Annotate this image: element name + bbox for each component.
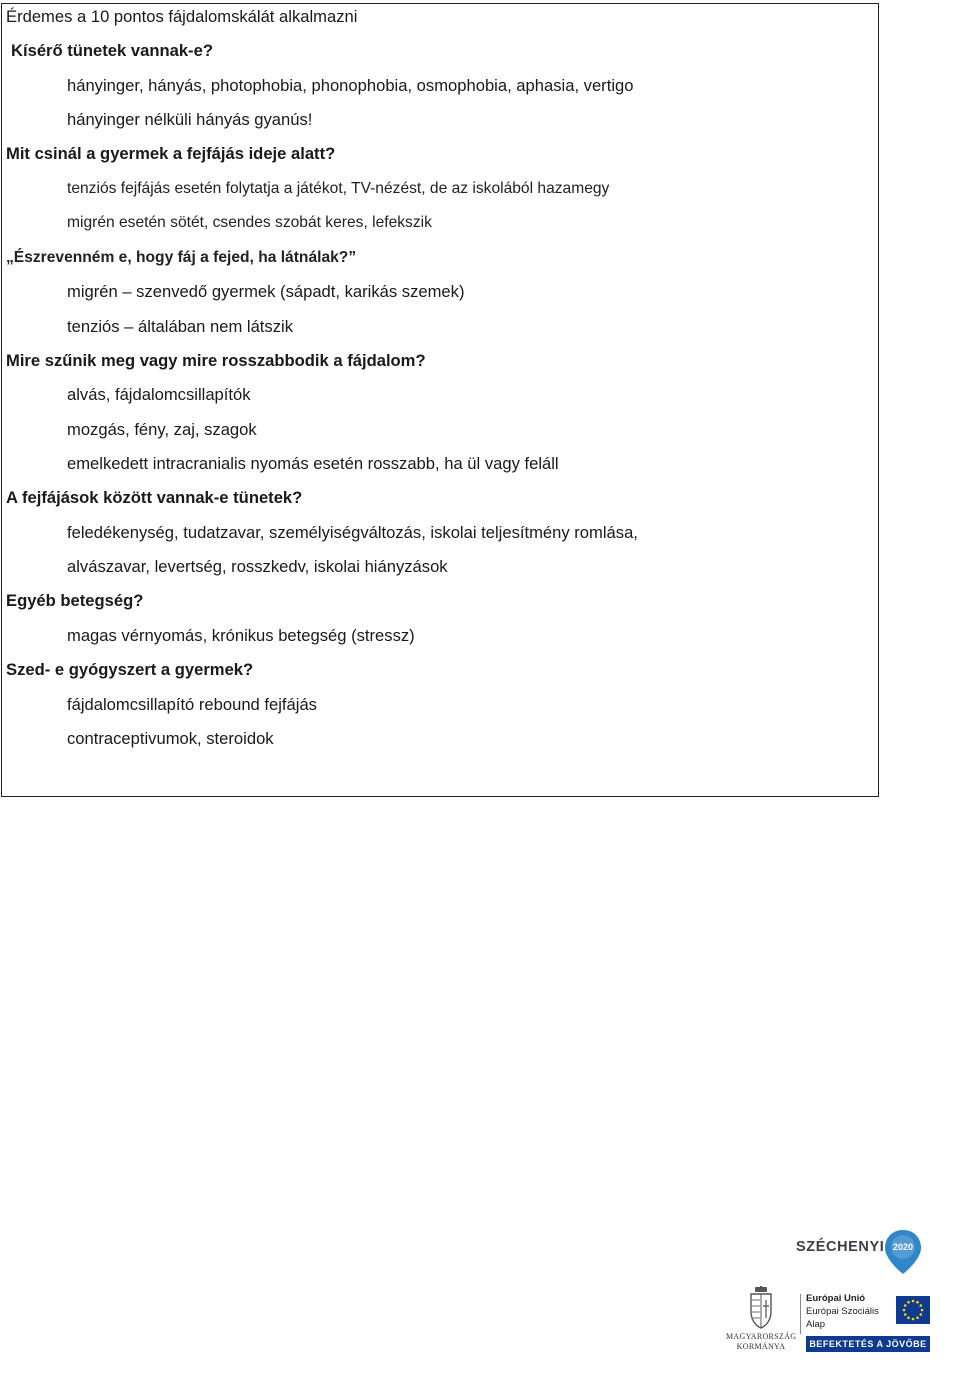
hu-gov-line1: MAGYARORSZÁG — [726, 1332, 797, 1341]
eu-union-label: Európai Unió — [806, 1293, 866, 1304]
eu-fund-line1: Európai Szociális — [806, 1306, 879, 1317]
answer-line: migrén – szenvedő gyermek (sápadt, karikás szemek) — [67, 282, 465, 301]
answer-line: tenziós – általában nem látszik — [67, 317, 293, 336]
question-heading: Kísérő tünetek vannak-e? — [11, 41, 213, 60]
question-heading: A fejfájások között vannak-e tünetek? — [6, 488, 303, 507]
answer-line: alvászavar, levertség, rosszkedv, iskolai hiányzások — [67, 557, 448, 576]
answer-line: tenziós fejfájás esetén folytatja a játékot, TV-nézést, de az iskolából hazamegy — [67, 180, 610, 197]
answer-line: magas vérnyomás, krónikus betegség (stressz) — [67, 626, 415, 645]
answer-line: emelkedett intracranialis nyomás esetén rosszabb, ha ül vagy feláll — [67, 454, 559, 473]
question-heading: Mit csinál a gyermek a fejfájás ideje alatt? — [6, 144, 336, 163]
answer-line: feledékenység, tudatzavar, személyiségváltozás, iskolai teljesítmény romlása, — [67, 523, 638, 542]
map-pin-icon — [882, 1228, 924, 1276]
answer-line: hányinger nélküli hányás gyanús! — [67, 110, 313, 129]
eu-divider — [800, 1294, 801, 1334]
coat-of-arms-icon — [748, 1286, 774, 1330]
answer-line: mozgás, fény, zaj, szagok — [67, 420, 257, 439]
hungarian-government-text — [726, 1332, 796, 1352]
hungarian-government-logo — [726, 1286, 796, 1376]
answer-line: contraceptivumok, steroidok — [67, 729, 274, 748]
question-heading: Egyéb betegség? — [6, 591, 144, 610]
question-heading: Szed- e gyógyszert a gyermek? — [6, 660, 254, 679]
intro-line: Érdemes a 10 pontos fájdalomskálát alkalmazni — [6, 7, 358, 26]
hu-gov-line2: KORMÁNYA — [736, 1342, 786, 1351]
eu-text — [806, 1292, 879, 1331]
eu-banner: BEFEKTETÉS A JÖVŐBE — [806, 1336, 930, 1352]
eu-esf-logo — [800, 1290, 930, 1352]
szechenyi-wordmark: SZÉCHENYI — [796, 1239, 885, 1255]
szechenyi-2020-logo — [794, 1228, 934, 1276]
answer-line: fájdalomcsillapító rebound fejfájás — [67, 695, 317, 714]
szechenyi-year: 2020 — [892, 1242, 914, 1252]
answer-line: alvás, fájdalomcsillapítók — [67, 385, 251, 404]
question-heading: Mire szűnik meg vagy mire rosszabbodik a fájdalom? — [6, 351, 426, 370]
answer-line: hányinger, hányás, photophobia, phonophobia, osmophobia, aphasia, vertigo — [67, 76, 634, 95]
question-heading: „Észrevenném e, hogy fáj a fejed, ha látnálak?” — [6, 249, 357, 266]
eu-flag-icon — [896, 1296, 930, 1324]
answer-line: migrén esetén sötét, csendes szobát keres, lefekszik — [67, 214, 432, 231]
eu-fund-line2: Alap — [806, 1319, 826, 1330]
